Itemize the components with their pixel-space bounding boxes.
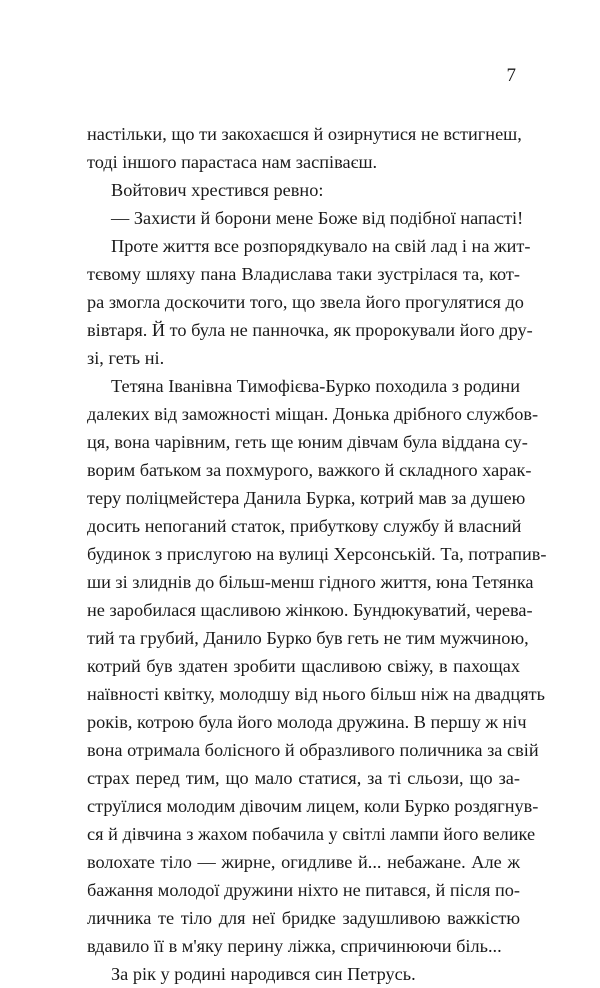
text-line: страх перед тим, що мало статися, за ті сльози, що за- xyxy=(87,768,520,788)
text-line: ворим батьком за похмурого, важкого й складного харак- xyxy=(87,460,532,480)
text-line: будинок з прислугою на вулиці Херсонській. Та, потрапив- xyxy=(87,544,547,564)
paragraph xyxy=(87,176,520,204)
text-line: настільки, що ти закохаєшся й озирнутися не встигнеш, xyxy=(87,124,522,144)
text-line: тий та грубий, Данило Бурко був геть не тим мужчиною, xyxy=(87,628,529,648)
paragraph xyxy=(87,204,524,232)
text-line: вона отримала болісного й образливого поличника за свій xyxy=(87,740,539,760)
text-line: Проте життя все розпорядкувало на свій лад і на жит- xyxy=(111,236,531,256)
text-line: тєвому шляху пана Владислава таки зустрілася та, кот- xyxy=(87,264,520,284)
text-line: вівтаря. Й то була не панночка, як пророкували його дру- xyxy=(87,320,533,340)
text-line: ра змогла доскочити того, що звела його прогулятися до xyxy=(87,292,524,312)
text-line: наївності квітку, молодшу від нього більш ніж на двадцять xyxy=(87,684,545,704)
text-line: ши зі злиднів до більш-менш гідного життя, юна Тетянка xyxy=(87,572,534,592)
text-line: тоді іншого парастаса нам заспіваєш. xyxy=(87,152,378,172)
page-number: 7 xyxy=(506,65,516,86)
text-line: волохате тіло — жирне, огидливе й... небажане. Але ж xyxy=(87,852,520,872)
text-line: личника те тіло для неї бридке задушливою важкістю xyxy=(87,908,520,928)
body-text xyxy=(87,120,547,988)
text-line: досить непоганий статок, прибуткову службу й власний xyxy=(87,516,522,536)
paragraph xyxy=(87,120,520,176)
text-line: років, котрою була його молода дружина. В першу ж ніч xyxy=(87,712,527,732)
text-line: котрий був здатен зробити щасливою свіжу, в пахощах xyxy=(87,656,520,676)
text-line: Войтович хрестився ревно: xyxy=(111,180,324,200)
text-line: теру поліцмейстера Данила Бурка, котрий мав за душею xyxy=(87,488,526,508)
paragraph xyxy=(87,960,520,988)
text-line: струїлися молодим дівочим лицем, коли Бурко роздягнув- xyxy=(87,796,539,816)
paragraph xyxy=(87,232,533,372)
text-line: бажання молодої дружини ніхто не питався, й після по- xyxy=(87,880,520,900)
text-line: За рік у родині народився син Петрусь. xyxy=(111,964,416,984)
text-line: зі, геть ні. xyxy=(87,348,165,368)
paragraph xyxy=(87,372,547,960)
text-line: вдавило її в м'яку перину ліжка, спричинюючи біль... xyxy=(87,936,502,956)
text-line: ця, вона чарівним, геть ще юним дівчам була віддана су- xyxy=(87,432,528,452)
text-line: ся й дівчина з жахом побачила у світлі лампи його велике xyxy=(87,824,536,844)
text-line: — Захисти й борони мене Боже від подібної напасті! xyxy=(111,208,524,228)
text-line: далеких від заможності міщан. Донька дрібного службов- xyxy=(87,404,539,424)
text-line: Тетяна Іванівна Тимофієва-Бурко походила з родини xyxy=(111,376,520,396)
text-line: не заробилася щасливою жінкою. Бундюкуватий, черева- xyxy=(87,600,533,620)
